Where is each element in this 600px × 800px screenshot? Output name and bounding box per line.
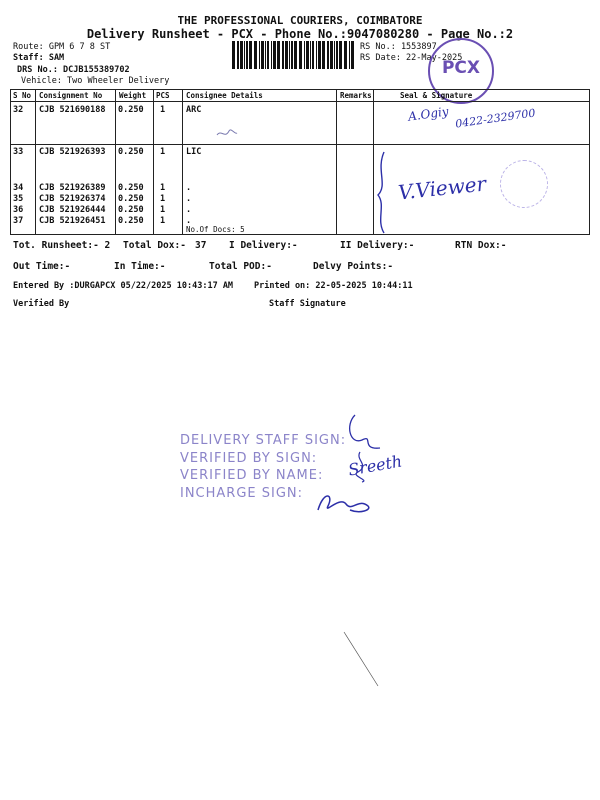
drs-number: DRS No.: DCJB155389702 xyxy=(17,65,130,75)
small-scribble xyxy=(215,125,239,141)
row-33-sno: 33 xyxy=(13,147,24,157)
row-35-pcs: 1 xyxy=(160,194,166,204)
total-pod: Total POD:- xyxy=(209,261,272,272)
barcode-bar xyxy=(349,41,350,69)
barcode-bar xyxy=(294,41,297,69)
stamp-line-verified-sign: VERIFIED BY SIGN: xyxy=(180,450,318,466)
barcode-bar xyxy=(336,41,338,69)
rs-number: RS No.: 1553897 xyxy=(360,42,437,52)
row-34-weight: 0.250 xyxy=(118,183,144,193)
col-header-remarks: Remarks xyxy=(340,91,372,100)
col-header-consignee: Consignee Details xyxy=(186,91,263,100)
barcode-bar xyxy=(310,41,311,69)
barcode-bar xyxy=(285,41,288,69)
row-35-sno: 35 xyxy=(13,194,24,204)
barcode-bar xyxy=(244,41,245,69)
barcode-bar xyxy=(232,41,235,69)
barcode-bar xyxy=(282,41,284,69)
barcode-bar xyxy=(246,41,248,69)
row-32-details: ARC xyxy=(186,105,202,115)
rtn-dox: RTN Dox:- xyxy=(455,240,507,251)
runsheet-title: Delivery Runsheet - PCX - Phone No.:9047080280 - Page No.:2 xyxy=(86,27,514,41)
vehicle: Vehicle: Two Wheeler Delivery xyxy=(21,76,170,86)
row-37-consignment: CJB 521926451 xyxy=(39,216,106,226)
barcode-bar xyxy=(299,41,302,69)
row-34-consignment: CJB 521926389 xyxy=(39,183,106,193)
row-33-signature: V.Viewer xyxy=(396,171,488,205)
delvy-points: Delvy Points:- xyxy=(313,261,394,272)
row-37-pcs: 1 xyxy=(160,216,166,226)
verified-by: Verified By xyxy=(13,299,70,309)
barcode-bar xyxy=(344,41,347,69)
row-37-sno: 37 xyxy=(13,216,24,226)
row-32-phone: 0422-2329700 xyxy=(454,106,537,131)
barcode xyxy=(230,41,355,69)
tot-runsheet: Tot. Runsheet:- 2 xyxy=(13,240,111,251)
barcode-bar xyxy=(334,41,335,69)
row-32-sno: 32 xyxy=(13,105,24,115)
stamp-line-incharge: INCHARGE SIGN: xyxy=(180,485,304,501)
barcode-bar xyxy=(259,41,260,69)
barcode-bar xyxy=(327,41,329,69)
in-time: In Time:- xyxy=(114,261,166,272)
row-36-weight: 0.250 xyxy=(118,205,144,215)
row-37-weight: 0.250 xyxy=(118,216,144,226)
row-34-pcs: 1 xyxy=(160,183,166,193)
barcode-bar xyxy=(351,41,354,69)
pcx-stamp-text: PCX xyxy=(441,58,481,78)
verifier-name-handwriting: Sreeth xyxy=(346,451,404,480)
stamp-line-delivery-staff: DELIVERY STAFF SIGN: xyxy=(180,433,347,448)
barcode-bar xyxy=(339,41,342,69)
route: Route: GPM 6 7 8 ST xyxy=(13,42,111,52)
row-36-details: . xyxy=(186,205,192,215)
staff-signature: Staff Signature xyxy=(269,299,346,309)
row-35-weight: 0.250 xyxy=(118,194,144,204)
barcode-bar xyxy=(316,41,317,69)
row-33-weight: 0.250 xyxy=(118,147,144,157)
barcode-bar xyxy=(271,41,272,69)
stamp-line-verified-name: VERIFIED BY NAME: xyxy=(180,468,324,483)
col-header-weight: Weight xyxy=(119,91,147,100)
barcode-bar xyxy=(254,41,257,69)
barcode-bar xyxy=(273,41,276,69)
i-delivery: I Delivery:- xyxy=(229,240,298,251)
staff: Staff: SAM xyxy=(13,53,65,63)
barcode-bar xyxy=(304,41,305,69)
out-time: Out Time:- xyxy=(13,261,71,272)
ii-delivery: II Delivery:- xyxy=(340,240,415,251)
barcode-bar xyxy=(240,41,243,69)
barcode-bar xyxy=(318,41,321,69)
row-32-consignment: CJB 521690188 xyxy=(39,105,106,115)
row-36-sno: 36 xyxy=(13,205,24,215)
faded-seal xyxy=(500,160,548,208)
barcode-bar xyxy=(291,41,293,69)
printed-on: Printed on: 22-05-2025 10:44:11 xyxy=(254,281,413,291)
rs-date: RS Date: 22-May-2025 xyxy=(360,53,463,63)
row-35-consignment: CJB 521926374 xyxy=(39,194,106,204)
row-33-consignment: CJB 521926393 xyxy=(39,147,106,157)
barcode-bar xyxy=(265,41,266,69)
row-32-weight: 0.250 xyxy=(118,105,144,115)
total-dox-label: Total Dox:- xyxy=(123,240,186,251)
total-dox-value: 37 xyxy=(195,240,207,251)
entered-by: Entered By :DURGAPCX 05/22/2025 10:43:17 AM xyxy=(13,281,234,291)
barcode-bar xyxy=(312,41,314,69)
row-33-details: LIC xyxy=(186,147,202,157)
col-header-sno: S No xyxy=(13,91,32,100)
barcode-bar xyxy=(237,41,239,69)
handwritten-signatures xyxy=(300,410,410,525)
company-name: THE PROFESSIONAL COURIERS, COIMBATORE xyxy=(177,14,423,27)
barcode-bar xyxy=(267,41,269,69)
barcode-bar xyxy=(322,41,325,69)
row-33-pcs: 1 xyxy=(160,147,166,157)
row-35-details: . xyxy=(186,194,192,204)
row-36-pcs: 1 xyxy=(160,205,166,215)
row-37-details: . xyxy=(186,216,192,226)
row-32-pcs: 1 xyxy=(160,105,166,115)
col-header-consignment: Consignment No xyxy=(39,91,103,100)
barcode-bar xyxy=(306,41,309,69)
barcode-bar xyxy=(249,41,252,69)
barcode-bar xyxy=(277,41,280,69)
no-of-docs: No.Of Docs: 5 xyxy=(186,225,245,234)
row-34-sno: 34 xyxy=(13,183,24,193)
row-32-signature: A.Ogiy xyxy=(407,104,450,124)
barcode-bar xyxy=(330,41,333,69)
row-34-details: . xyxy=(186,183,192,193)
barcode-bar xyxy=(289,41,290,69)
barcode-bar xyxy=(261,41,264,69)
pen-stroke xyxy=(342,630,382,690)
row-36-consignment: CJB 521926444 xyxy=(39,205,106,215)
brace-mark xyxy=(372,150,390,235)
col-header-seal: Seal & Signature xyxy=(400,91,473,100)
col-header-pcs: PCS xyxy=(156,91,170,100)
